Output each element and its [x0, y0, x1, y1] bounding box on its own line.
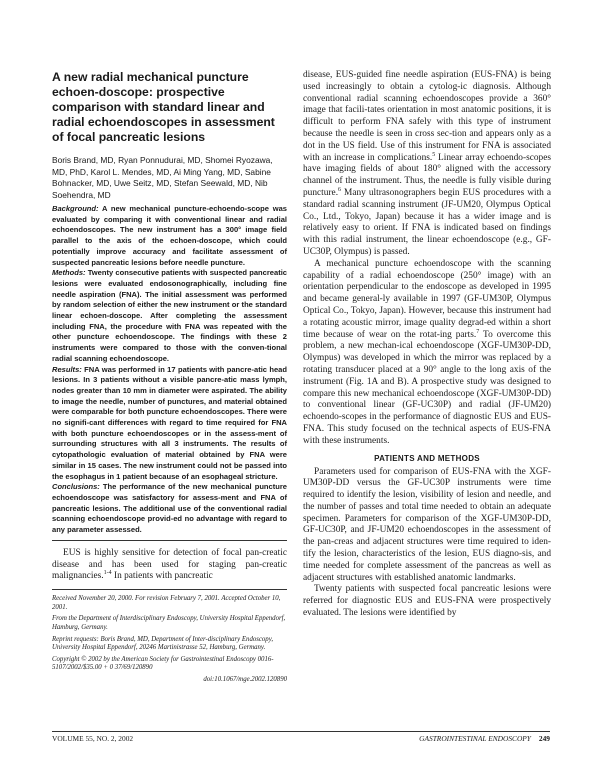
- body-paragraph-1: [303, 70, 551, 259]
- intro-paragraph: [52, 548, 287, 583]
- doi-note: doi:10.1067/mge.2002.120890: [203, 675, 287, 683]
- abstract-methods: [52, 268, 287, 364]
- results-text: FNA was performed in 17 patients with pancre-atic head lesions. In 3 patients without a visible pancre-atic mass lymph, nodes greater than 10 mm in diameter were aspirated. The ability to image the needle, number of punctures, and material obtained were comparable for both puncture echoendoscopes. There were no signifi-cant differences with regard to time required for FNA with both puncture echoendoscopes or in the assess-ment of surrounding structures with all 3 instruments. The results of cytopathologic evaluation of material obtained by FNA were similar in 15 cases. The new instrument could not be passed into the esophagus in 1 patient because of an esophageal stricture.: [52, 364, 287, 481]
- methods-label: Methods:: [52, 268, 86, 278]
- methods-text: Twenty consecutive patients with suspected pancreatic lesions were evaluated endosonographically, including fine needle aspiration (FNA). The initial assessment was performed by random selection of either the new instrument or the standard linear echoen-doscope. After completing the assessment including FNA, the procedure with FNA was repeated with the other puncture echoendoscope. The findings with these 2 instruments were compared to those with the conven-tional radial scanning echoendoscope.: [52, 268, 287, 363]
- conclusions-text: The performance of the new mechanical puncture echoendoscope was satisfactory for assess-ment and FNA of pancreatic lesions. The additional use of the conventional radial scanning echoendoscope provid-ed no advantage with regard to any parameter assessed.: [52, 482, 287, 535]
- footer-divider: [52, 731, 550, 732]
- footer-volume: VOLUME 55, NO. 2, 2002: [52, 734, 134, 743]
- body-paragraph-2: [303, 259, 551, 448]
- abstract-conclusions: [52, 482, 287, 536]
- abstract-background: [52, 204, 287, 268]
- footer-journal: [419, 734, 550, 743]
- abstract-results: [52, 365, 287, 483]
- body-text: To overcome this problem, a new mechan-ical echoendoscope (XGF-UM30P-DD, Olympus) was developed in which the mirror was replaced by a rotating transducer placed at a 90° angle to the long axis of the instrument (Fig. 1A and B). A prospective study was designed to compare this new mechanical echoendoscope (XGF-UM30P-DD) to conventional linear (GF-UC30P) and radial (JF-UM20) echoendo-scopes in the performance of diagnostic EUS and EUS-FNA. This study focused on the technical aspects of EUS-FNA with these instruments.: [303, 329, 551, 446]
- journal-name: GASTROINTESTINAL ENDOSCOPY: [419, 734, 531, 743]
- received-note: Received November 20, 2000. For revision February 7, 2001. Accepted October 10, 2001.: [52, 595, 281, 611]
- author-list: Boris Brand, MD, Ryan Ponnudurai, MD, Shomei Ryozawa, MD, PhD, Karol L. Mendes, MD, Ai Ming Yang, MD, Sabine Bohnacker, MD, Uwe Seitz, MD, Stefan Seewald, MD, Nib Soehendra, MD: [52, 155, 273, 200]
- background-label: Background:: [52, 204, 99, 213]
- intro-text-end: In patients with pancreatic: [111, 571, 213, 582]
- body-text: A mechanical puncture echoendoscope with the scanning capability of a radial echoendoscope (250° image) with an orientation perpendicular to the endoscope as developed in 1995 and became general-ly available in 1997 (GF-UM30P, Olympus Optical Co., Tokyo, Japan). However, because this instrument had a rotating acoustic mirror, image quality degrad-ed within a short time because of wear on the rotat-ing parts.: [303, 258, 551, 340]
- intro-text: EUS is highly sensitive for detection of focal pan-creatic disease and has been used for staging pan-creatic malignancies.: [52, 547, 287, 582]
- section-heading: PATIENTS AND METHODS: [374, 453, 480, 463]
- abstract: [52, 204, 287, 541]
- results-label: Results:: [52, 364, 82, 374]
- methods-paragraph-1: Parameters used for comparison of EUS-FNA with the XGF-UM30P-DD versus the GF-UC30P instruments were time required to identify the lesion, visibility of lesion and needle, and the number of passes and total time needed to obtain an adequate specimen. Parameters for comparison of the XGF-UM30P-DD, GF-UC30P, and JF-UM20 echoendoscopes in the assessment of the pan-creas and adjacent structures were time required to iden-tify the lesion, characteristics of the lesion, EUS diagno-sis, and time needed for complete assessment of the pancreas as well as adjacent structures with established anatomic landmarks.: [303, 466, 551, 583]
- body-text: disease, EUS-guided fine needle aspiration (EUS-FNA) is being used increasingly to obtain a cytolog-ic diagnosis. Although conventional radial scanning echoendoscopes provide a 360° image that facili-tates orientation in most anatomic positions, it is difficult to perform FNA safely with this type of instrument because the needle is seen in cross sec-tion and appears only as a dot in the US field. Use of this instrument for FNA is associated with an increase in complications.: [303, 70, 551, 163]
- citation: 6: [338, 186, 342, 193]
- left-column: [52, 70, 287, 688]
- page-number: 249: [538, 734, 550, 743]
- right-column: [303, 70, 551, 620]
- citation: 5: [432, 151, 436, 158]
- conclusions-label: Conclusions:: [52, 482, 100, 492]
- article-title: A new radial mechanical puncture echoen-doscope: prospective comparison with standard linear and radial echoendoscopes in assessment of focal pancreatic lesions: [52, 70, 275, 144]
- citation: 7: [476, 328, 480, 335]
- body-text: Many ultrasonographers begin EUS procedures with a standard radial scanning instrument (JF-UM20, Olympus Optical Co., Ltd., Tokyo, Japan) because it has a wider image and is relatively easy to orient. If FNA is indicated based on findings with this radial instrument, the linear echoendoscope (e.g., GF-UC30P, Olympus) is passed.: [303, 187, 551, 257]
- body-text: Linear array echoendo-scopes have imaging fields of about 180° aligned with the accessory channel of the instrument. Thus, the needle is fully visible during puncture.: [303, 152, 552, 198]
- background-text: A new mechanical puncture-echoendo-scope was evaluated by comparing it with conventional linear and radial echoendoscopes. The new instrument has a 300° image field parallel to the axis of the echoen-doscope, which could potentially improve accuracy and facilitate assessment of suspected pancreatic lesions before needle puncture.: [52, 204, 287, 267]
- article-footnotes: [52, 589, 287, 684]
- methods-paragraph-2: Twenty patients with suspected focal pancreatic lesions were referred for diagnostic EUS and EUS-FNA were prospectively evaluated. The lesions were identified by: [303, 584, 551, 619]
- reprint-note: Reprint requests: Boris Brand, MD, Department of Inter-disciplinary Endoscopy, University Hospital Eppendorf, 20246 Martinistrasse 52, Hamburg, Germany.: [52, 635, 274, 652]
- affiliation-note: From the Department of Interdisciplinary Endoscopy, University Hospital Eppendorf, Hamburg, Germany.: [52, 615, 286, 631]
- copyright-note: Copyright © 2002 by the American Society for Gastrointestinal Endoscopy 0016-5107/2002/$35.00 + 0 37/69/120890: [52, 655, 274, 672]
- intro-citation: 1-4: [103, 570, 112, 577]
